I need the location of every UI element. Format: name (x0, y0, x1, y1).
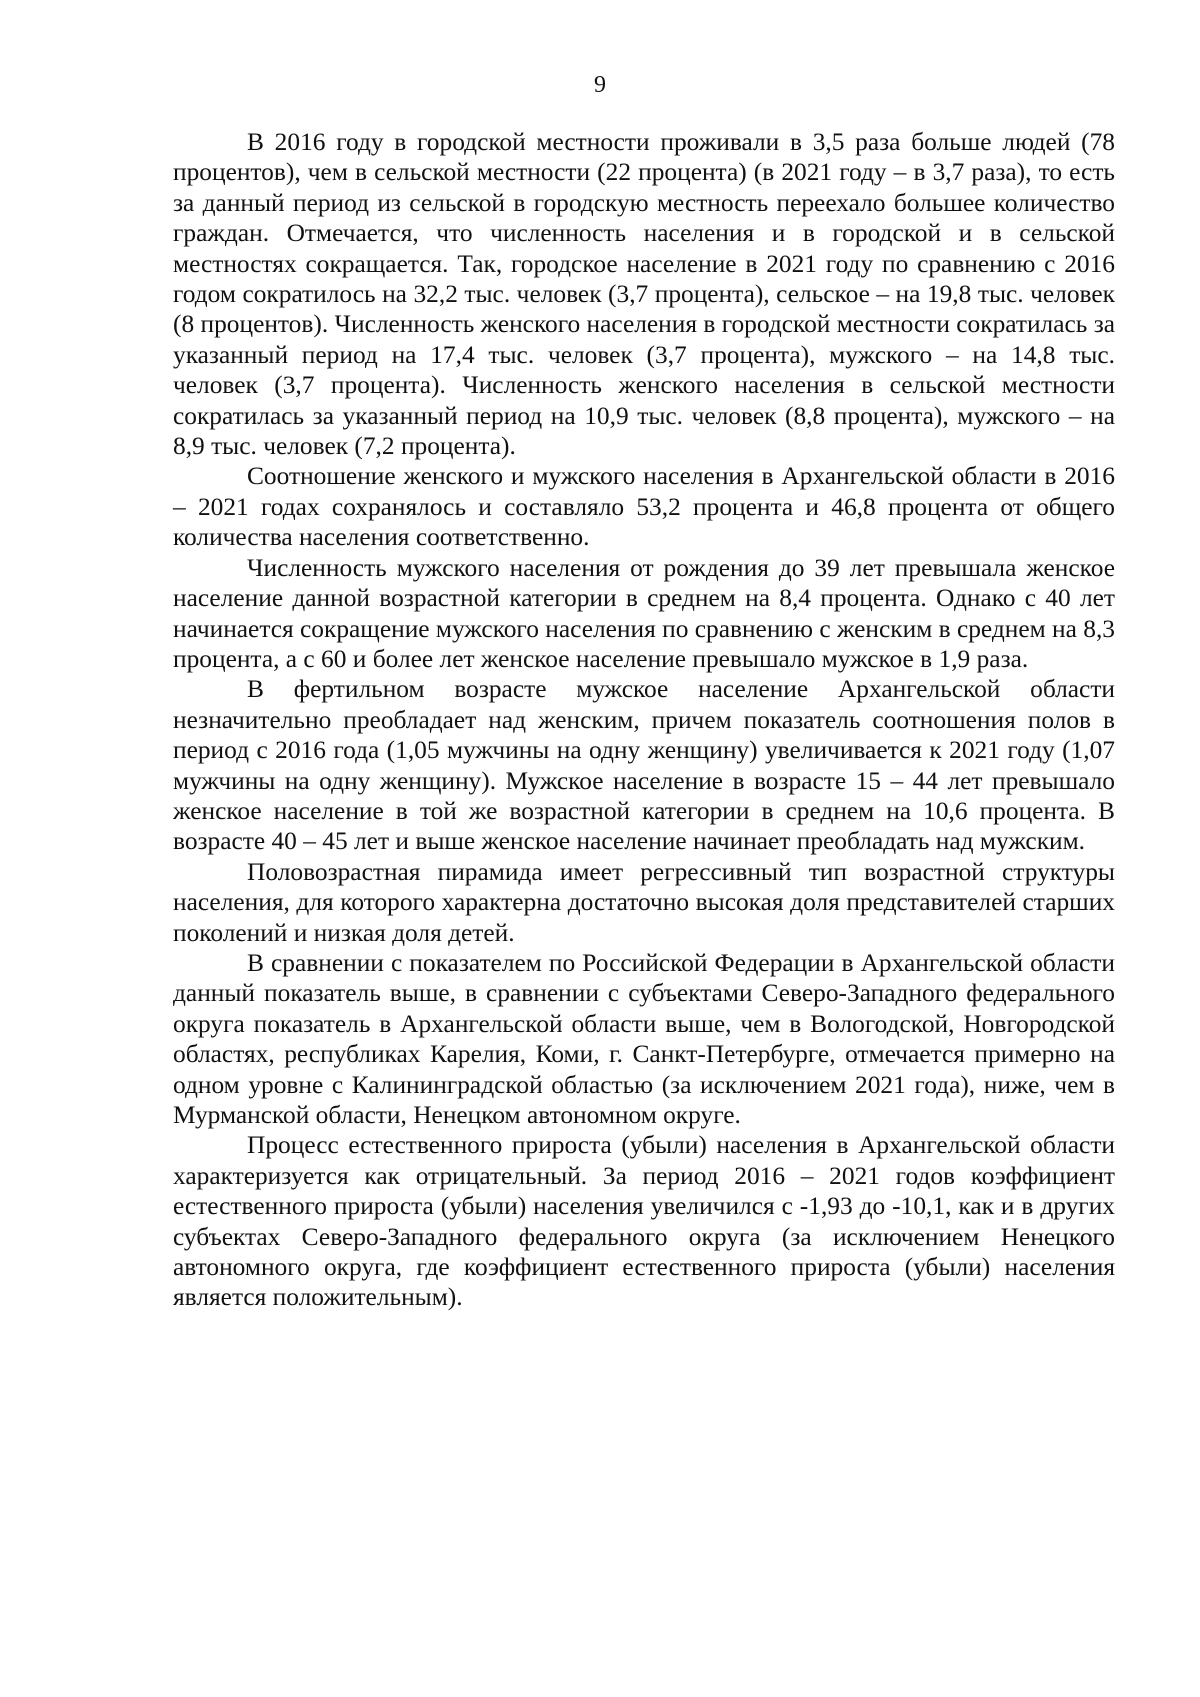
paragraph-gender-ratio: Соотношение женского и мужского населения в Архангельской области в 2016 – 2021 годах сохранялось и составляло 53,2 процента и 46,8 процента от общего количества населения соответственно. (173, 462, 1115, 552)
paragraph-fertile-age: В фертильном возрасте мужское население Архангельской области незначительно преобладает над женским, причем показатель соотношения полов в период с 2016 года (1,05 мужчины на одну женщину) увеличивается к 2021 году (1,07 мужчины на одну женщину). Мужское население в возрасте 15 – 44 лет превышало женское население в той же возрастной категории в среднем на 10,6 процента. В возрасте 40 – 45 лет и выше женское население начинает преобладать над мужским. (173, 675, 1115, 856)
paragraph-age-pyramid: Половозрастная пирамида имеет регрессивный тип возрастной структуры населения, для которого характерна достаточно высокая доля представителей старших поколений и низкая доля детей. (173, 857, 1115, 947)
paragraph-natural-growth: Процесс естественного прироста (убыли) населения в Архангельской области характеризуется как отрицательный. За период 2016 – 2021 годов коэффициент естественного прироста (убыли) населения увеличился с -1,93 до -10,1, как и в других субъектах Северо-Западного федерального округа (за исключением Ненецкого автономного округа, где коэффициент естественного прироста (убыли) населения является положительным). (173, 1131, 1115, 1312)
page-number: 9 (594, 72, 606, 98)
paragraph-urban-rural-population: В 2016 году в городской местности проживали в 3,5 раза больше людей (78 процентов), чем в сельской местности (22 процента) (в 2021 году – в 3,7 раза), то есть за данный период из сельской в городскую местность переехало большее количество граждан. Отмечается, что численность населения и в городской и в сельской местностях сокращается. Так, городское население в 2021 году по сравнению с 2016 годом сократилось на 32,2 тыс. человек (3,7 процента), сельское – на 19,8 тыс. человек (8 процентов). Численность женского населения в городской местности сократилась за указанный период на 17,4 тыс. человек (3,7 процента), мужского – на 14,8 тыс. человек (3,7 процента). Численность женского населения в сельской местности сократилась за указанный период на 10,9 тыс. человек (8,8 процента), мужского – на 8,9 тыс. человек (7,2 процента). (173, 128, 1115, 461)
paragraph-age-groups: Численность мужского населения от рождения до 39 лет превышала женское население данной возрастной категории в среднем на 8,4 процента. Однако с 40 лет начинается сокращение мужского населения по сравнению с женским в среднем на 8,3 процента, а с 60 и более лет женское население превышало мужское в 1,9 раза. (173, 553, 1115, 673)
body-text (173, 127, 1115, 1313)
paragraph-regional-comparison: В сравнении с показателем по Российской Федерации в Архангельской области данный показатель выше, в сравнении с субъектами Северо-Западного федерального округа показатель в Архангельской области выше, чем в Вологодской, Новгородской областях, республиках Карелия, Коми, г. Санкт-Петербурге, отмечается примерно на одном уровне с Калининградской областью (за исключением 2021 года), ниже, чем в Мурманской области, Ненецком автономном округе. (173, 948, 1115, 1129)
